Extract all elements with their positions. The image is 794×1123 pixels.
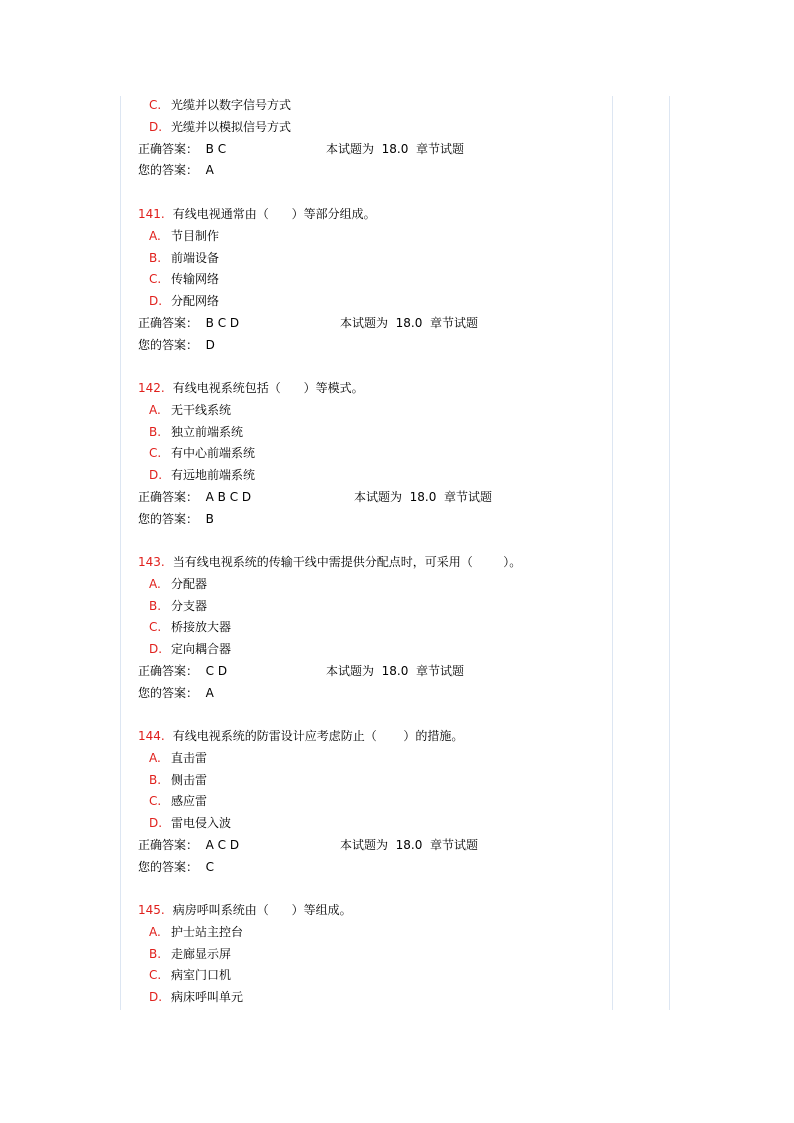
- option-letter: A.: [149, 576, 161, 591]
- your-answer-value: C: [205, 859, 215, 874]
- option-letter: B.: [149, 598, 162, 613]
- your-answer-value: B: [205, 511, 214, 526]
- question-145: [138, 900, 608, 1009]
- correct-answer-row: [138, 835, 608, 857]
- option-text: 护士站主控台: [171, 924, 244, 939]
- correct-answer-row: [138, 313, 608, 335]
- option-letter: C.: [149, 272, 162, 287]
- option-letter: D.: [149, 119, 163, 134]
- option-b: [138, 770, 608, 792]
- question-number: 141.: [138, 207, 165, 221]
- option-letter: C.: [149, 794, 162, 809]
- correct-answer-value: A B C D: [205, 489, 252, 504]
- option-text: 分配器: [171, 576, 208, 591]
- option-text: 光缆并以数字信号方式: [171, 98, 292, 112]
- question-text: 有线电视系统的防雷设计应考虑防止（ ）的措施。: [172, 729, 464, 743]
- question-144: [138, 726, 608, 879]
- option-a: [138, 748, 608, 770]
- your-answer-row: [138, 335, 608, 357]
- option-text: 无干线系统: [171, 402, 232, 417]
- left-border-line: [120, 96, 121, 1010]
- option-b: [138, 944, 608, 966]
- option-text: 侧击雷: [171, 772, 208, 787]
- question-number: 144.: [138, 729, 165, 743]
- your-answer-value: A: [205, 163, 214, 178]
- option-letter: B.: [149, 250, 162, 265]
- option-letter: D.: [149, 990, 163, 1005]
- option-text: 病室门口机: [171, 968, 232, 983]
- option-b: [138, 596, 608, 618]
- option-a: [138, 574, 608, 596]
- mid-border-line: [612, 96, 613, 1010]
- option-letter: A.: [149, 228, 161, 243]
- option-text: 前端设备: [171, 250, 220, 265]
- option-a: [138, 400, 608, 422]
- question-header: [138, 378, 608, 400]
- your-answer-row: [138, 509, 608, 531]
- option-letter: A.: [149, 924, 161, 939]
- correct-label: 正确答案：: [138, 141, 199, 156]
- option-c: [138, 269, 608, 291]
- option-c: [138, 965, 608, 987]
- question-number: 143.: [138, 555, 165, 569]
- option-text: 节目制作: [171, 228, 220, 243]
- score-info: 本试题为 18.0 章节试题: [340, 837, 478, 852]
- question-142: [138, 378, 608, 531]
- score-info: 本试题为 18.0 章节试题: [326, 141, 464, 156]
- question-number: 142.: [138, 381, 165, 395]
- option-d: [138, 465, 608, 487]
- your-answer-label: 您的答案：: [138, 511, 199, 526]
- question-141: [138, 204, 608, 357]
- option-letter: C.: [149, 968, 162, 983]
- option-d: [138, 639, 608, 661]
- score-info: 本试题为 18.0 章节试题: [326, 663, 464, 678]
- option-letter: D.: [149, 294, 163, 309]
- option-text: 病床呼叫单元: [171, 990, 244, 1005]
- option-text: 走廊显示屏: [171, 946, 232, 961]
- option-letter: D.: [149, 816, 163, 831]
- option-text: 桥接放大器: [171, 620, 232, 635]
- option-text: 直击雷: [171, 750, 208, 765]
- score-info: 本试题为 18.0 章节试题: [340, 315, 478, 330]
- option-c: [138, 443, 608, 465]
- option-c: [138, 617, 608, 639]
- correct-answer-row: [138, 661, 608, 683]
- option-d: [138, 117, 608, 139]
- option-text: 有远地前端系统: [171, 468, 256, 483]
- question-text: 当有线电视系统的传输干线中需提供分配点时，可采用（ ）。: [172, 555, 522, 569]
- option-letter: B.: [149, 946, 162, 961]
- option-text: 传输网络: [171, 272, 220, 287]
- correct-answer-value: A C D: [205, 837, 240, 852]
- option-letter: C.: [149, 98, 162, 112]
- option-text: 分配网络: [171, 294, 220, 309]
- your-answer-value: D: [205, 337, 215, 352]
- your-answer-row: [138, 683, 608, 705]
- option-a: [138, 226, 608, 248]
- question-number: 145.: [138, 903, 165, 917]
- option-text: 定向耦合器: [171, 642, 232, 657]
- correct-label: 正确答案：: [138, 489, 199, 504]
- question-header: [138, 900, 608, 922]
- option-letter: B.: [149, 424, 162, 439]
- option-letter: D.: [149, 642, 163, 657]
- option-text: 分支器: [171, 598, 208, 613]
- option-text: 感应雷: [171, 794, 208, 809]
- option-d: [138, 987, 608, 1009]
- your-answer-label: 您的答案：: [138, 337, 199, 352]
- question-header: [138, 726, 608, 748]
- your-answer-value: A: [205, 685, 214, 700]
- question-header: [138, 552, 608, 574]
- option-letter: C.: [149, 620, 162, 635]
- question-text: 有线电视通常由（ ）等部分组成。: [172, 207, 376, 221]
- your-answer-label: 您的答案：: [138, 685, 199, 700]
- correct-answer-row: [138, 139, 608, 161]
- question-143: [138, 552, 608, 705]
- option-a: [138, 922, 608, 944]
- option-c: [138, 95, 608, 117]
- option-letter: A.: [149, 750, 161, 765]
- option-text: 雷电侵入波: [171, 816, 232, 831]
- option-b: [138, 422, 608, 444]
- correct-answer-row: [138, 487, 608, 509]
- option-b: [138, 248, 608, 270]
- option-letter: A.: [149, 402, 161, 417]
- question-text: 有线电视系统包括（ ）等模式。: [172, 381, 364, 395]
- option-c: [138, 791, 608, 813]
- option-letter: B.: [149, 772, 162, 787]
- option-d: [138, 813, 608, 835]
- question-header: [138, 204, 608, 226]
- option-letter: C.: [149, 446, 162, 461]
- your-answer-label: 您的答案：: [138, 163, 199, 178]
- your-answer-row: [138, 857, 608, 879]
- correct-answer-value: B C: [205, 141, 227, 156]
- score-info: 本试题为 18.0 章节试题: [354, 489, 492, 504]
- option-text: 独立前端系统: [171, 424, 244, 439]
- right-border-line: [669, 96, 670, 1010]
- your-answer-row: [138, 160, 608, 182]
- option-text: 有中心前端系统: [171, 446, 256, 461]
- option-d: [138, 291, 608, 313]
- correct-label: 正确答案：: [138, 315, 199, 330]
- option-letter: D.: [149, 468, 163, 483]
- option-text: 光缆并以模拟信号方式: [171, 119, 292, 134]
- correct-answer-value: C D: [205, 663, 228, 678]
- correct-label: 正确答案：: [138, 837, 199, 852]
- question-text: 病房呼叫系统由（ ）等组成。: [172, 903, 352, 917]
- correct-label: 正确答案：: [138, 663, 199, 678]
- your-answer-label: 您的答案：: [138, 859, 199, 874]
- correct-answer-value: B C D: [205, 315, 240, 330]
- question-fragment: [138, 95, 608, 182]
